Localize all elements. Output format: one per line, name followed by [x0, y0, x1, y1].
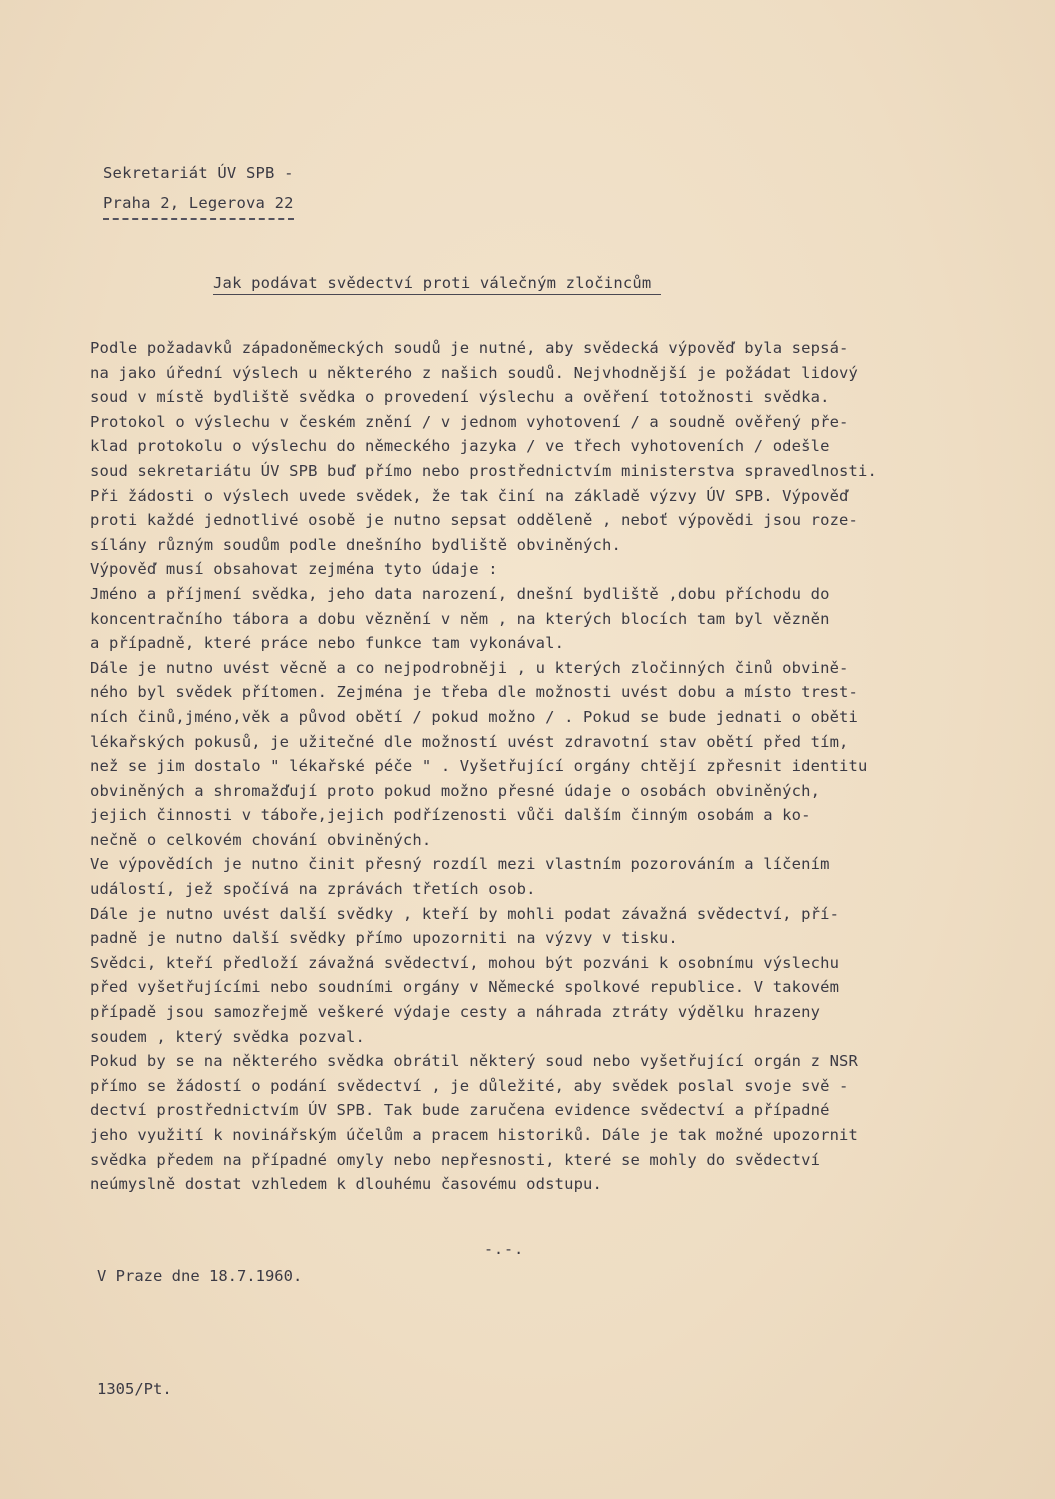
body-line: před vyšetřujícími nebo soudními orgány v Německé spolkové republice. V takovém	[90, 978, 840, 997]
body-line: soud v místě bydliště svědka o provedení výslechu a ověření totožnosti svědka.	[90, 388, 830, 407]
body-line: neúmyslně dostat vzhledem k dlouhému časovému odstupu.	[90, 1175, 603, 1194]
body-line: přímo se žádostí o podání svědectví , je důležité, aby svědek poslal svoje svě -	[90, 1076, 849, 1095]
body-line: Dále je nutno uvést věcně a co nejpodrobněji , u kterých zločinných činů obvině-	[90, 658, 849, 677]
body-line: jejich činnosti v táboře,jejich podřízenosti vůči dalším činným osobám a ko-	[90, 806, 811, 825]
reference-number: 1305/Pt.	[97, 1380, 172, 1398]
body-line: na jako úřední výslech u některého z našich soudů. Nejvhodnější je požádat lidový	[90, 363, 859, 382]
document-body	[90, 336, 1020, 1197]
body-line: Pokud by se na některého svědka obrátil některý soud nebo vyšetřující orgán z NSR	[90, 1052, 859, 1071]
body-line: a případně, které práce nebo funkce tam vykonával.	[90, 634, 565, 653]
closing-mark: -.-.	[484, 1240, 525, 1258]
body-line: Svědci, kteří předloží závažná svědectví, mohou být pozváni k osobnímu výslechu	[90, 953, 840, 972]
body-line: obviněných a shromažďují proto pokud možno přesné údaje o osobách obviněných,	[90, 781, 821, 800]
body-line: padně je nutno další svědky přímo upozorniti na výzvy v tisku.	[90, 929, 678, 948]
body-line: soudem , který svědka pozval.	[90, 1027, 365, 1046]
document-title: Jak podávat svědectví proti válečným zločincům	[213, 274, 661, 295]
body-line: případě jsou samozřejmě veškeré výdaje cesty a náhrada ztráty výdělku hrazeny	[90, 1003, 821, 1022]
body-line: Ve výpovědích je nutno činit přesný rozdíl mezi vlastním pozorováním a líčením	[90, 855, 830, 874]
body-line: událostí, jež spočívá na zprávách třetích osob.	[90, 880, 536, 899]
body-line: než se jim dostalo " lékařské péče " . Vyšetřující orgány chtějí zpřesnit identitu	[90, 757, 868, 776]
body-line: Výpověď musí obsahovat zejména tyto údaje :	[90, 560, 498, 579]
body-line: dectví prostřednictvím ÚV SPB. Tak bude zaručena evidence svědectví a případné	[90, 1101, 830, 1120]
body-line: Protokol o výslechu v českém znění / v jednom vyhotovení / a soudně ověřený pře-	[90, 412, 849, 431]
body-line: klad protokolu o výslechu do německého jazyka / ve třech vyhotoveních / odešle	[90, 437, 830, 456]
body-line: Podle požadavků západoněmeckých soudů je nutné, aby svědecká výpověď byla sepsá-	[90, 339, 849, 357]
body-line: Dále je nutno uvést další svědky , kteří by mohli podat závažná svědectví, pří-	[90, 904, 840, 923]
body-line: proti každé jednotlivé osobě je nutno sepsat odděleně , neboť výpovědi jsou roze-	[90, 511, 859, 530]
body-line: lékařských pokusů, je užitečné dle možností uvést zdravotní stav obětí před tím,	[90, 732, 849, 751]
body-line: soud sekretariátu ÚV SPB buď přímo nebo prostřednictvím ministerstva spravedlnosti.	[90, 461, 877, 480]
body-line: jeho využití k novinářským účelům a pracem historiků. Dále je tak možné upozornit	[90, 1126, 859, 1144]
body-line: ních činů,jméno,věk a původ obětí / pokud možno / . Pokud se bude jednati o oběti	[90, 707, 859, 726]
body-line: koncentračního tábora a dobu věznění v něm , na kterých blocích tam byl vězněn	[90, 609, 830, 628]
body-line: svědka předem na případné omyly nebo nepřesnosti, které se mohly do svědectví	[90, 1150, 821, 1169]
body-line: ného byl svědek přítomen. Zejména je třeba dle možnosti uvést dobu a místo trest-	[90, 683, 859, 702]
body-line: sílány různým soudům podle dnešního bydliště obviněných.	[90, 535, 621, 554]
body-line: Při žádosti o výslech uvede svědek, že tak činí na základě výzvy ÚV SPB. Výpověď	[90, 486, 849, 505]
letterhead-organization: Sekretariát ÚV SPB -	[103, 164, 294, 182]
letterhead	[103, 158, 294, 220]
letterhead-address: Praha 2, Legerova 22	[103, 188, 294, 220]
body-line: nečně o celkovém chování obviněných.	[90, 830, 432, 849]
date-line: V Praze dne 18.7.1960.	[97, 1267, 303, 1285]
body-line: Jméno a příjmení svědka, jeho data narození, dnešní bydliště ,dobu příchodu do	[90, 584, 830, 603]
